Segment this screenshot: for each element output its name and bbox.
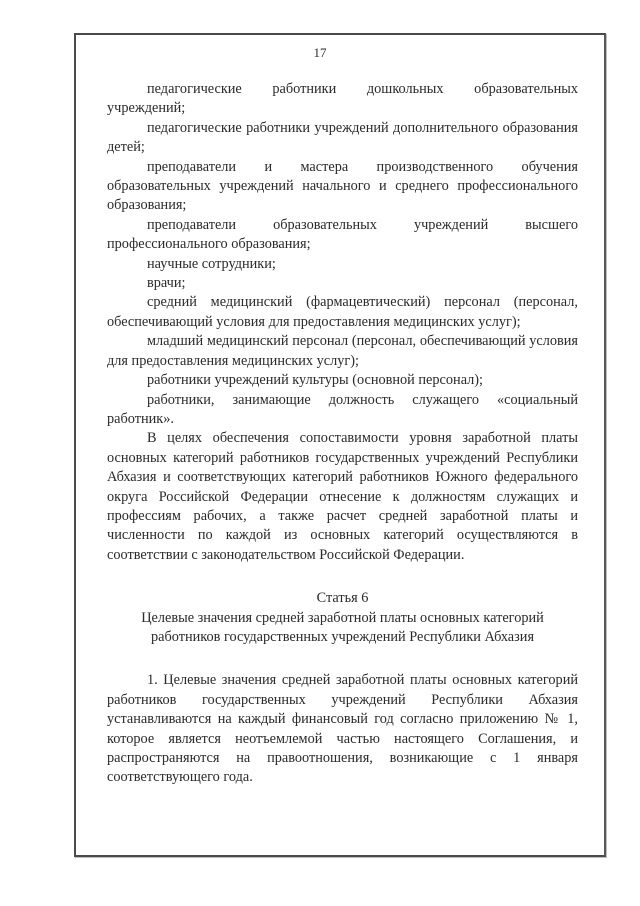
paragraph: 1. Целевые значения средней заработной платы основных категорий работников государственных учреждений Республики Абхазия устанавливаются на каждый финансовый год согласно приложению № 1, которое является неотъемлемой частью настоящего Соглашения, и распространяются на правоотношения, возникающие с 1 января соответствующего года. [107, 672, 578, 786]
paragraph: работники, занимающие должность служащего «социальный работник». [107, 391, 578, 427]
paragraph: средний медицинский (фармацевтический) персонал (персонал, обеспечивающий условия для предоставления медицинских услуг); [107, 294, 578, 330]
document-body [107, 80, 578, 788]
article-title-line-1: Целевые значения средней заработной платы основных категорий [141, 609, 544, 626]
paragraph: педагогические работники дошкольных образовательных учреждений; [107, 81, 578, 117]
article-number: Статья 6 [316, 590, 369, 607]
paragraph: преподаватели и мастера производственного обучения образовательных учреждений начального и среднего профессионального образования; [107, 158, 578, 214]
paragraph: врачи; [147, 275, 186, 292]
paragraph: работники учреждений культуры (основной персонал); [147, 372, 484, 389]
article-title-line-2: работников государственных учреждений Республики Абхазия [150, 628, 535, 645]
paragraph: преподаватели образовательных учреждений высшего профессионального образования; [107, 216, 578, 253]
paragraph: научные сотрудники; [147, 255, 276, 272]
paragraph: В целях обеспечения сопоставимости уровня заработной платы основных категорий работников государственных учреждений Республики Абхазия и соответствующих категорий работников Южного федерального округа Российской Федерации отнесение к должностям служащих и профессиям рабочих, а также расчет средней заработной платы и численности по каждой из основных категорий осуществляются в соответствии с законодательством Российской Федерации. [107, 430, 578, 563]
page-number: 17 [313, 45, 327, 60]
paragraph: младший медицинский персонал (персонал, обеспечивающий условия для предоставления медицинских услуг); [107, 333, 578, 369]
paragraph: педагогические работники учреждений дополнительного образования детей; [107, 119, 578, 156]
